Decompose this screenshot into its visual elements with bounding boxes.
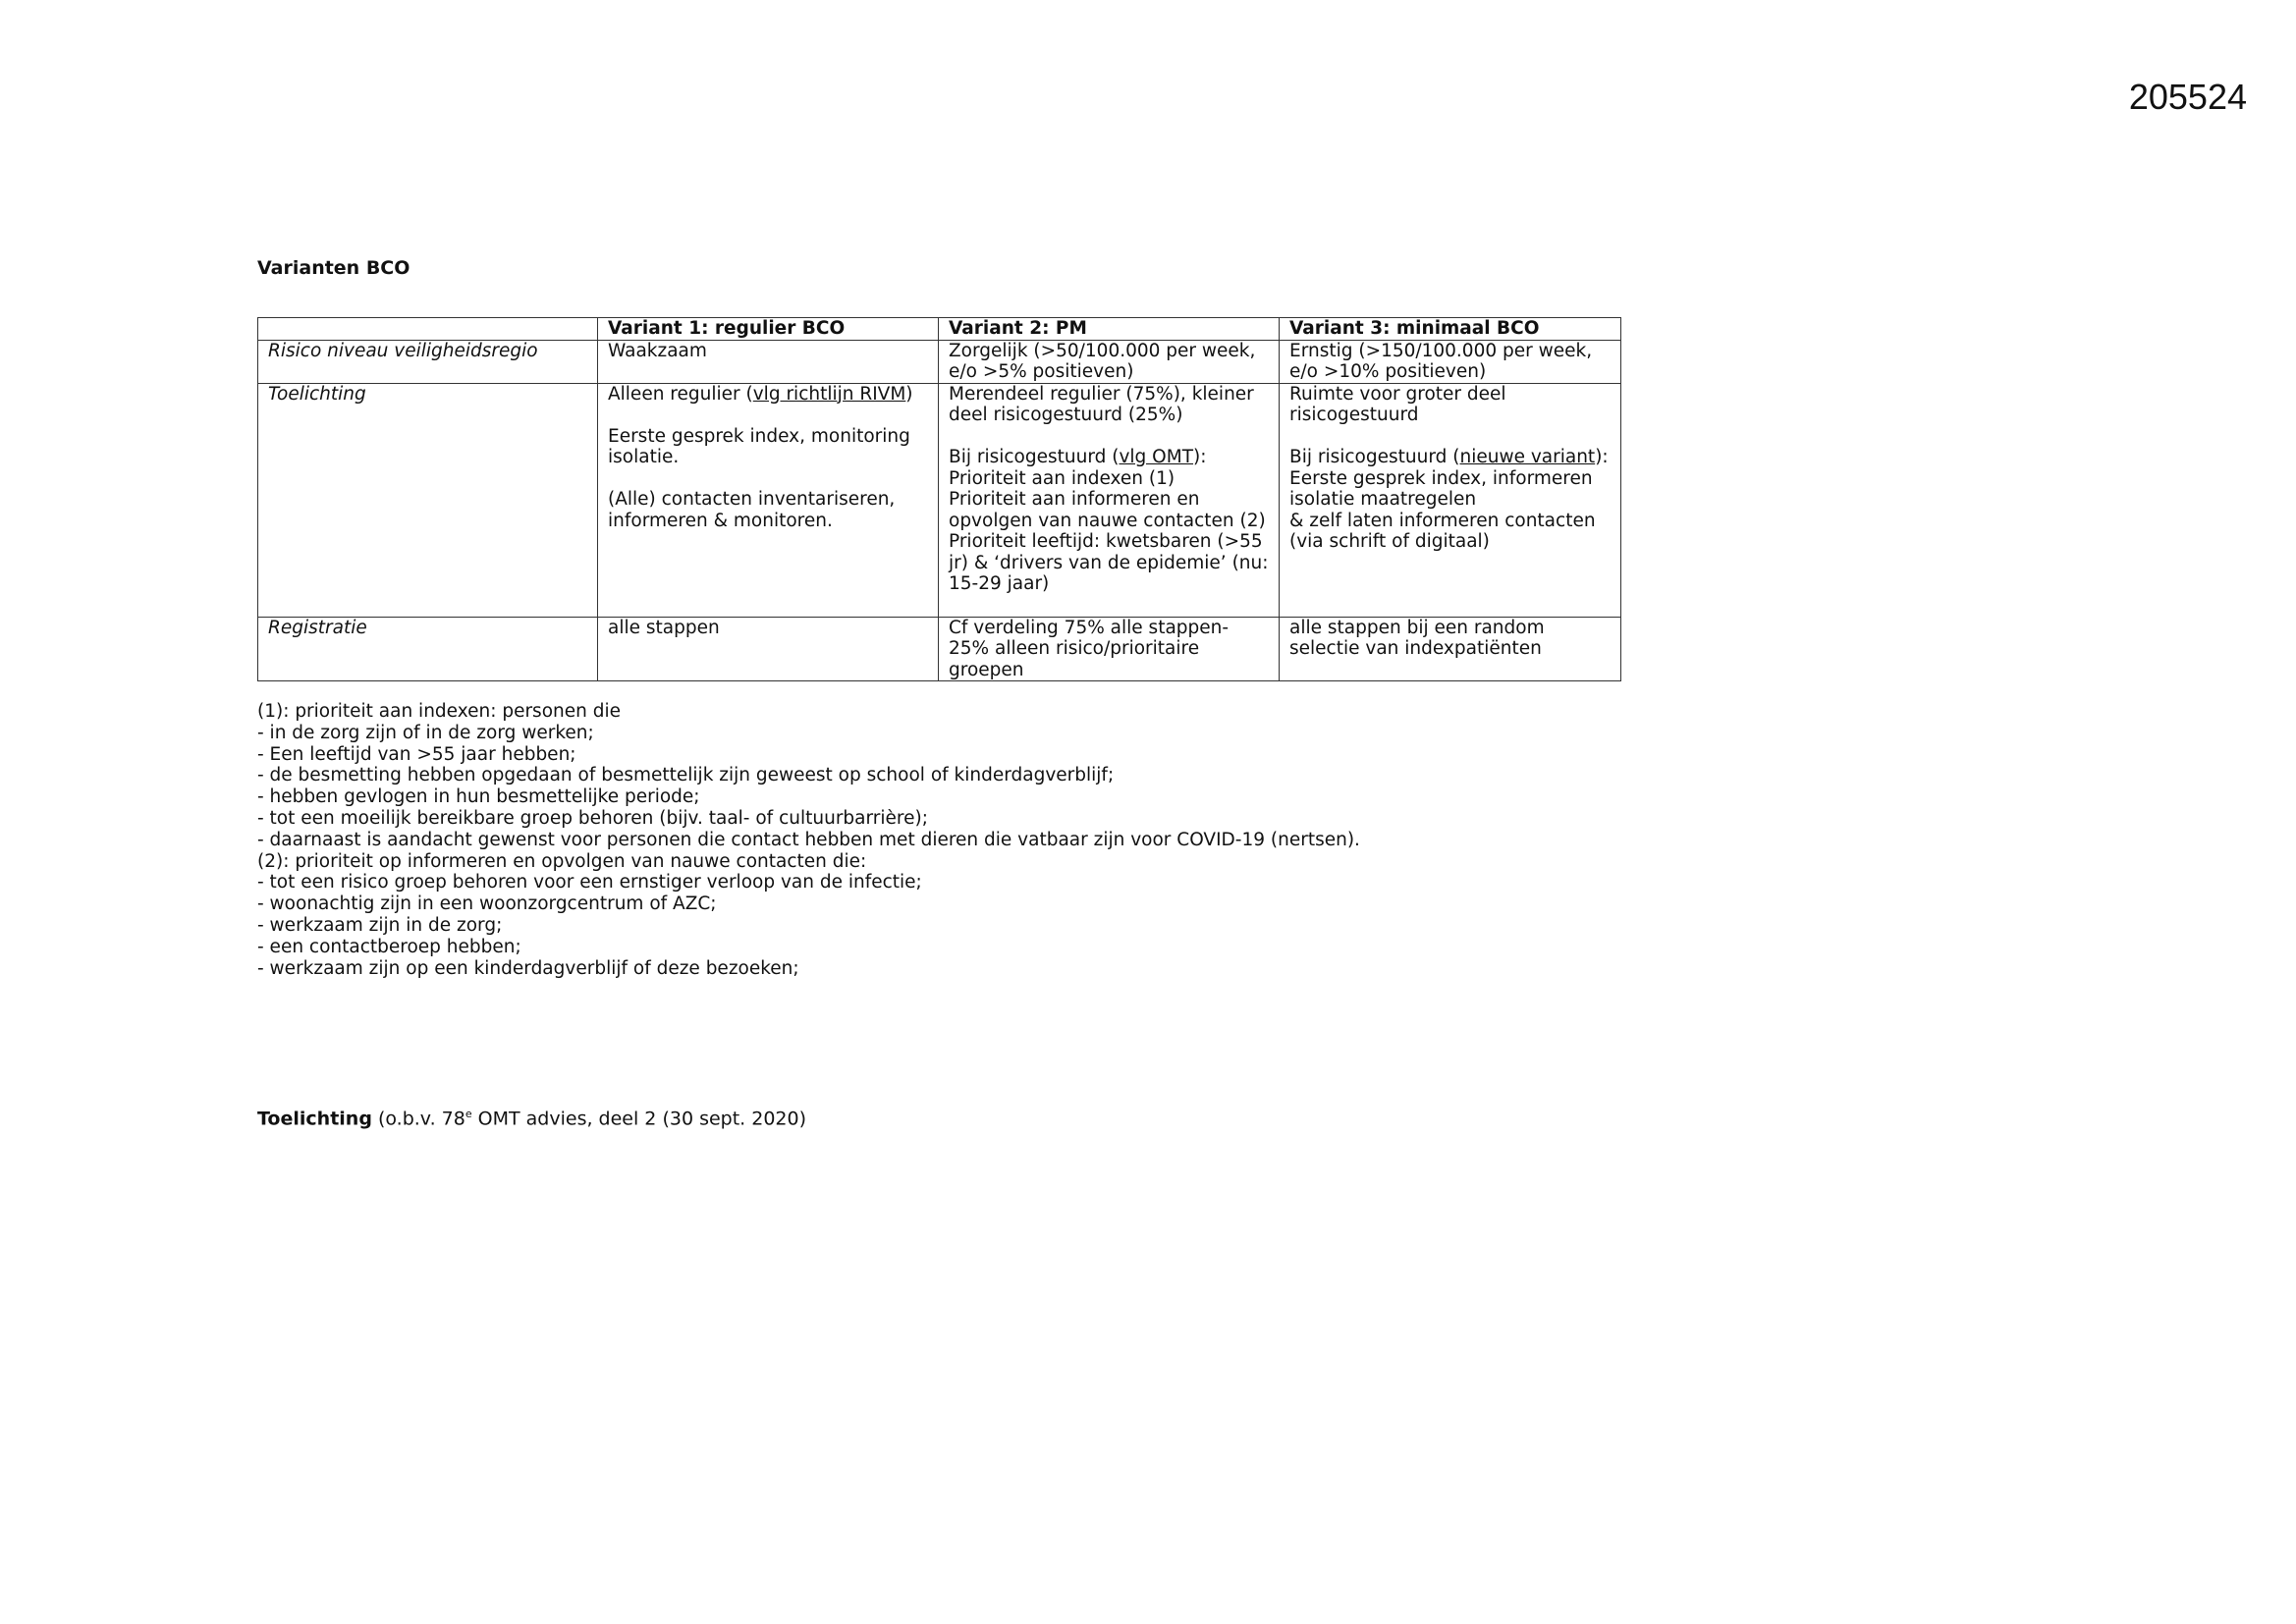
expl-v1-p2: Eerste gesprek index, monitoring isolatie. [608, 425, 910, 467]
expl-v3-p2: Bij risicogestuurd (nieuwe variant): [1289, 447, 1609, 467]
expl-v3-line2: & zelf laten informeren contacten (via schrift of digitaal) [1289, 510, 1596, 552]
note-line: - tot een risico groep behoren voor een ernstiger verloop van de infectie; [257, 872, 922, 893]
expl-v1-p1: Alleen regulier (vlg richtlijn RIVM) [608, 383, 913, 405]
cell-risk-v1: Waakzaam [598, 340, 939, 383]
explanation-heading: Toelichting (o.b.v. 78e OMT advies, deel 2 (30 sept. 2020) [257, 1108, 807, 1130]
cell-expl-v2 [939, 383, 1280, 617]
cell-risk-v2: Zorgelijk (>50/100.000 per week, e/o >5% positieven) [939, 340, 1280, 383]
header-empty [258, 318, 598, 341]
note-line: - in de zorg zijn of in de zorg werken; [257, 722, 594, 743]
note-line: (2): prioriteit op informeren en opvolgen van nauwe contacten die: [257, 850, 867, 872]
table-header-row [258, 318, 1621, 341]
expl-v2-line2: Prioriteit aan informeren en opvolgen van nauwe contacten (2) [949, 489, 1266, 531]
section-title: Varianten BCO [257, 257, 410, 279]
cell-reg-v3: alle stappen bij een random selectie van indexpatiënten [1280, 617, 1621, 681]
note-line: - hebben gevlogen in hun besmettelijke periode; [257, 786, 700, 808]
link-vlg-omt[interactable]: vlg OMT [1119, 447, 1194, 467]
row-label-risk: Risico niveau veiligheidsregio [258, 340, 598, 383]
expl-v2-p2: Bij risicogestuurd (vlg OMT): [949, 447, 1207, 467]
cell-reg-v1: alle stappen [598, 617, 939, 681]
expl-v2-line1: Prioriteit aan indexen (1) [949, 467, 1175, 489]
cell-reg-v2: Cf verdeling 75% alle stappen-25% alleen risico/prioritaire groepen [939, 617, 1280, 681]
document-number: 205524 [2128, 77, 2247, 117]
row-label-explanation: Toelichting [258, 383, 598, 617]
expl-v2-line3: Prioriteit leeftijd: kwetsbaren (>55 jr) & ‘drivers van de epidemie’ (nu: 15-29 jaar) [949, 531, 1269, 594]
table-row-risk [258, 340, 1621, 383]
note-line: - een contactberoep hebben; [257, 936, 521, 957]
header-variant-3: Variant 3: minimaal BCO [1280, 318, 1621, 341]
note-line: - tot een moeilijk bereikbare groep behoren (bijv. taal- of cultuurbarrière); [257, 807, 928, 829]
note-line: - werkzaam zijn in de zorg; [257, 914, 503, 936]
expl-v1-p3: (Alle) contacten inventariseren, informeren & monitoren. [608, 489, 896, 531]
cell-expl-v1 [598, 383, 939, 617]
table-row-registration [258, 617, 1621, 681]
note-line: - Een leeftijd van >55 jaar hebben; [257, 743, 576, 765]
expl-v3-line1: Eerste gesprek index, informeren isolatie maatregelen [1289, 467, 1593, 510]
header-variant-1: Variant 1: regulier BCO [598, 318, 939, 341]
expl-v3-p1: Ruimte voor groter deel risicogestuurd [1289, 383, 1506, 425]
note-line: - daarnaast is aandacht gewenst voor personen die contact hebben met dieren die vatbaar zijn voor COVID-19 (nertsen). [257, 829, 1360, 850]
variants-table [257, 317, 1621, 681]
link-nieuwe-variant[interactable]: nieuwe variant [1459, 447, 1596, 467]
note-line: - woonachtig zijn in een woonzorgcentrum of AZC; [257, 893, 717, 915]
cell-expl-v3 [1280, 383, 1621, 617]
link-richtlijn-rivm[interactable]: vlg richtlijn RIVM [752, 383, 906, 405]
table-row-explanation [258, 383, 1621, 617]
row-label-registration: Registratie [258, 617, 598, 681]
header-variant-2: Variant 2: PM [939, 318, 1280, 341]
cell-risk-v3: Ernstig (>150/100.000 per week, e/o >10% positieven) [1280, 340, 1621, 383]
footnotes [257, 701, 1360, 979]
note-line: - werkzaam zijn op een kinderdagverblijf of deze bezoeken; [257, 957, 799, 979]
note-line: - de besmetting hebben opgedaan of besmettelijk zijn geweest op school of kinderdagverblijf; [257, 765, 1115, 786]
explanation-title: Toelichting [257, 1108, 372, 1130]
note-line: (1): prioriteit aan indexen: personen die [257, 701, 621, 722]
expl-v2-p1: Merendeel regulier (75%), kleiner deel risicogestuurd (25%) [949, 383, 1254, 425]
